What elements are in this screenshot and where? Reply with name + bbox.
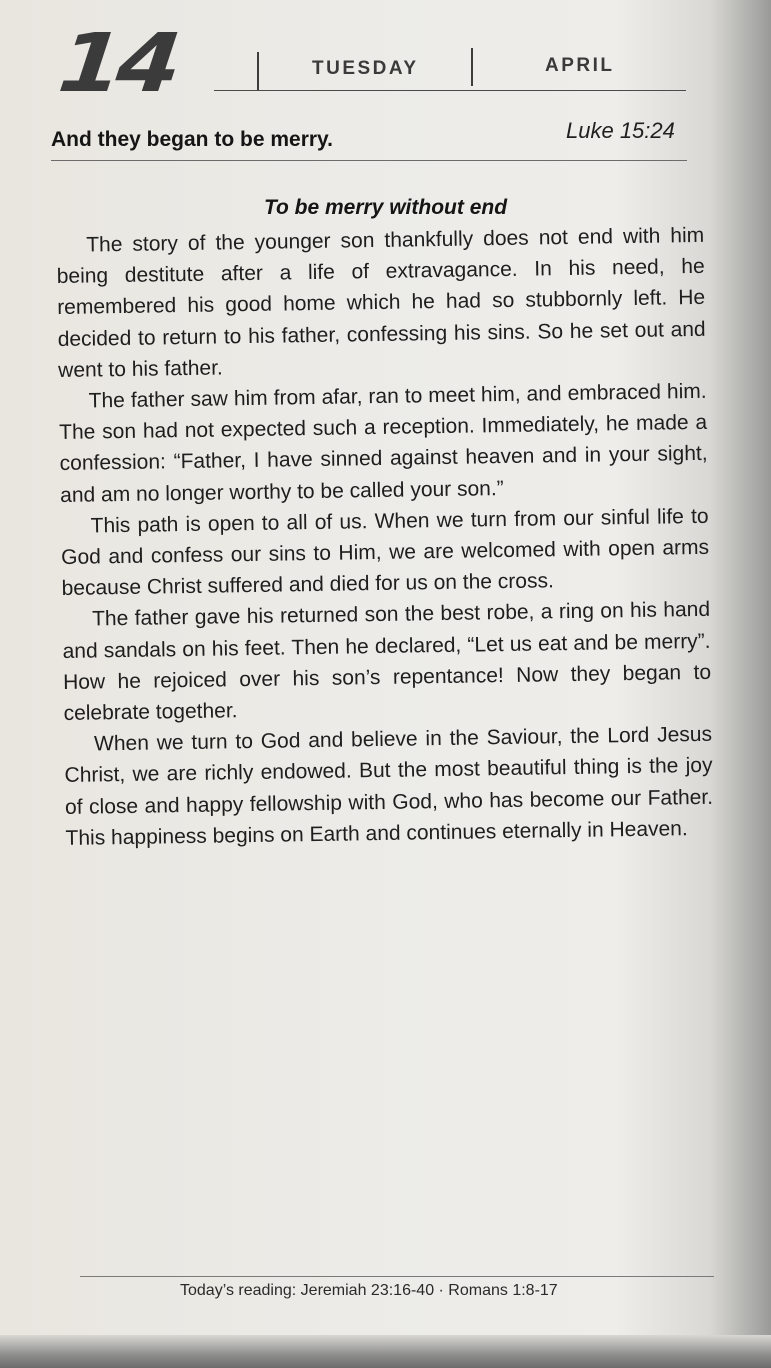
header-divider [471,48,473,86]
todays-reading: Today’s reading: Jeremiah 23:16-40 · Romans 1:8-17 [180,1282,558,1299]
footer-rule [80,1276,714,1277]
paragraph: The story of the younger son thankfully does not end with him being destitute after a life of extravagance. In his need, he remembered his good home which he had so stubbornly left. He decided to return to his father, confessing his sins. So he set out and went to his father. [56,223,706,382]
verse-rule [51,160,687,161]
weekday-label: TUESDAY [312,58,419,79]
page-edge-shadow [0,1335,771,1368]
header-divider [257,52,259,90]
day-number: 14 [54,16,181,111]
month-label: APRIL [545,55,615,76]
verse-reference: Luke 15:24 [566,118,675,143]
paragraph: When we turn to God and believe in the Saviour, the Lord Jesus Christ, we are richly endowed. But the most beautiful thing is the joy of close and happy fellowship with God, who has become our Father. This happiness begins on Earth and continues eternally in Heaven. [64,723,714,850]
devotion-title: To be merry without end [263,196,508,219]
header-rule [214,90,686,91]
daily-verse: And they began to be merry. [51,128,333,151]
devotion-body [56,220,714,854]
paragraph: The father saw him from afar, ran to meet him, and embraced him. The son had not expected such a reception. Immediately, he made a confession: “Father, I have sinned against heaven and in your sight, and am no longer worthy to be called your son.” [59,379,708,507]
paragraph: The father gave his returned son the best robe, a ring on his hand and sandals on his feet. Then he declared, “Let us eat and be merry”. How he rejoiced over his son’s repentance! Now they began to celebrate together. [62,598,712,725]
paragraph: This path is open to all of us. When we turn from our sinful life to God and confess our sins to Him, we are welcomed with open arms because Christ suffered and died for us on the cross. [60,504,710,601]
